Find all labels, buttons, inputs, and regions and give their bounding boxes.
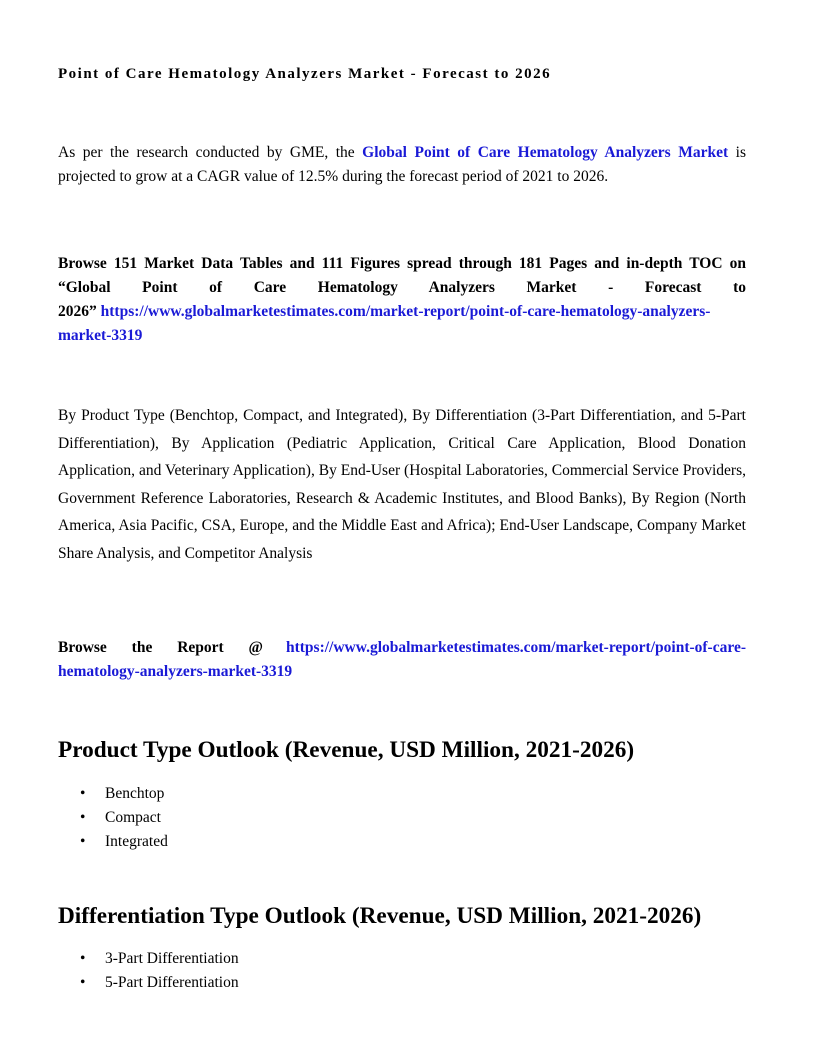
browse-toc-paragraph bbox=[58, 252, 746, 348]
browse-toc-line1: Browse 151 Market Data Tables and 111 Figures spread through 181 Pages and in-depth TOC on bbox=[58, 255, 746, 272]
report-url-link[interactable]: https://www.globalmarketestimates.com/market-report/point-of-care- bbox=[285, 639, 746, 656]
report-url-link-continued[interactable]: hematology-analyzers-market-3319 bbox=[58, 663, 293, 680]
differentiation-type-list bbox=[58, 947, 239, 995]
intro-text-after: is projected to grow at a CAGR value of 12.5% during the forecast period of 2021 to 2026. bbox=[58, 144, 746, 185]
toc-url-link-continued[interactable]: market-3319 bbox=[58, 327, 143, 344]
browse-report-paragraph bbox=[58, 636, 746, 684]
document-title: Point of Care Hematology Analyzers Market - Forecast to 2026 bbox=[58, 66, 552, 82]
segmentation-paragraph: By Product Type (Benchtop, Compact, and Integrated), By Differentiation (3-Part Differentiation, and 5-Part Differentiation), By Application (Pediatric Application, Critical Care Application, Blood Donation Application, and Veterinary Application), By End-User (Hospital Laboratories, Commercial Service Providers, Government Reference Laboratories, Research & Academic Institutes, and Blood Banks), By Region (North America, Asia Pacific, CSA, Europe, and the Middle East and Africa); End-User Landscape, Company Market Share Analysis, and Competitor Analysis bbox=[58, 407, 746, 562]
list-item: • Benchtop bbox=[58, 782, 168, 806]
document-page bbox=[58, 0, 746, 1056]
product-type-list bbox=[58, 782, 168, 854]
list-item: • Integrated bbox=[58, 830, 168, 854]
list-item: • 5-Part Differentiation bbox=[58, 971, 239, 995]
browse-report-label: Browse the Report @ bbox=[58, 639, 263, 656]
toc-url-link[interactable] bbox=[101, 303, 711, 320]
browse-toc-year: 2026” bbox=[58, 303, 97, 320]
browse-toc-line2: “Global Point of Care Hematology Analyzers Market - Forecast to bbox=[58, 279, 746, 296]
market-link[interactable]: Global Point of Care Hematology Analyzers Market bbox=[362, 144, 729, 161]
toc-url-line1: https://www.globalmarketestimates.com/market-report/point-of-care-hematology-analyzers- bbox=[100, 303, 711, 320]
intro-paragraph bbox=[58, 141, 746, 189]
list-item: • Compact bbox=[58, 806, 168, 830]
intro-text-before: As per the research conducted by GME, the bbox=[58, 144, 363, 161]
differentiation-type-heading: Differentiation Type Outlook (Revenue, USD Million, 2021-2026) bbox=[58, 903, 702, 929]
list-item: • 3-Part Differentiation bbox=[58, 947, 239, 971]
product-type-heading: Product Type Outlook (Revenue, USD Million, 2021-2026) bbox=[58, 737, 635, 763]
